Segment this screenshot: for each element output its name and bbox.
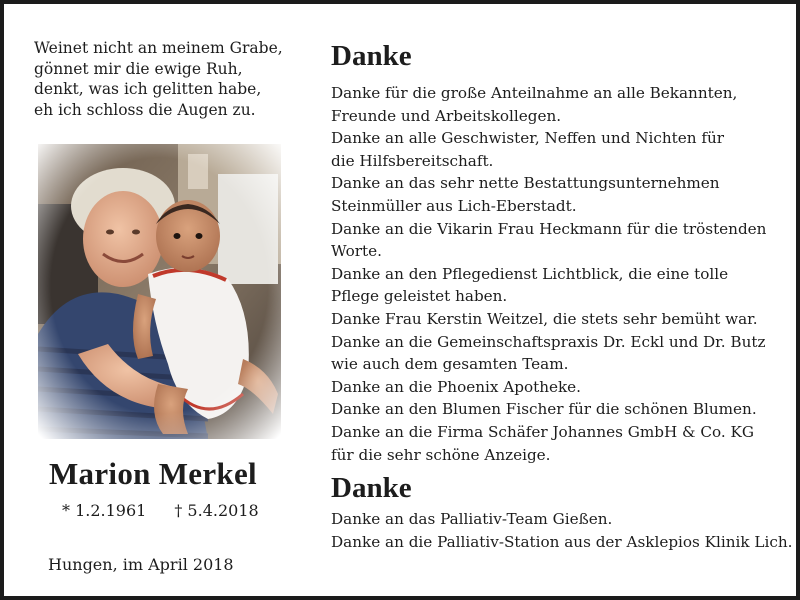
thanks-item <box>331 172 781 217</box>
thanks-item-line: Pflege geleistet haben. <box>331 287 508 306</box>
thanks-item <box>331 376 781 399</box>
poem <box>34 38 304 120</box>
thanks-item-line: Danke für die große Anteilnahme an alle Bekannten, <box>331 84 738 102</box>
life-dates <box>62 501 259 520</box>
thanks-heading: Danke <box>331 40 412 72</box>
poem-line: Weinet nicht an meinem Grabe, <box>34 39 283 57</box>
portrait-illustration <box>38 144 281 439</box>
thanks-item-line: Danke an den Blumen Fischer für die schönen Blumen. <box>331 400 757 419</box>
thanks-item <box>331 82 781 127</box>
thanks-item-line: Danke an die Palliativ-Station aus der Asklepios Klinik Lich. <box>331 532 793 551</box>
thanks-heading-second: Danke <box>331 472 412 505</box>
thanks-item-line: die Hilfsbereitschaft. <box>331 151 494 170</box>
thanks-item-line: Danke an die Gemeinschaftspraxis Dr. Eckl und Dr. Butz <box>331 332 766 351</box>
thanks-item-line: Steinmüller aus Lich-Eberstadt. <box>331 196 577 215</box>
poem-line: gönnet mir die ewige Ruh, <box>34 59 243 78</box>
thanks-item-line: Danke an das sehr nette Bestattungsunternehmen <box>331 174 720 193</box>
death-date: † 5.4.2018 <box>174 501 259 520</box>
thanks-item-line: Danke an das Palliativ-Team Gießen. <box>331 510 613 529</box>
thanks-item-line: Freunde und Arbeitskollegen. <box>331 106 562 125</box>
thanks-item-line: wie auch dem gesamten Team. <box>331 355 569 374</box>
thanks-item-line: Worte. <box>331 242 382 261</box>
thanks-item <box>331 531 793 554</box>
poem-line: denkt, was ich gelitten habe, <box>34 80 262 98</box>
thanks-item-line: Danke an alle Geschwister, Neffen und Nichten für <box>331 129 725 148</box>
thanks-item <box>331 263 781 308</box>
thanks-item-line: Danke Frau Kerstin Weitzel, die stets sehr bemüht war. <box>331 309 758 328</box>
poem-line: eh ich schloss die Augen zu. <box>34 100 256 119</box>
left-column <box>34 38 304 120</box>
thanks-item-line: für die sehr schöne Anzeige. <box>331 445 551 464</box>
thanks-item <box>331 331 781 376</box>
portrait-photo <box>38 144 281 439</box>
thanks-item <box>331 308 781 331</box>
thanks-list <box>331 82 781 466</box>
thanks-item-line: Danke an die Phoenix Apotheke. <box>331 377 581 396</box>
birth-date: * 1.2.1961 <box>62 501 147 520</box>
deceased-name: Marion Merkel <box>49 456 257 491</box>
thanks-item-line: Danke an die Firma Schäfer Johannes GmbH & Co. KG <box>331 422 755 441</box>
thanks-item-line: Danke an den Pflegedienst Lichtblick, die eine tolle <box>331 264 729 283</box>
thanks-item-line: Danke an die Vikarin Frau Heckmann für die tröstenden <box>331 219 767 238</box>
thanks-item <box>331 127 781 172</box>
thanks-item <box>331 398 781 421</box>
place-and-date: Hungen, im April 2018 <box>48 555 234 574</box>
thanks-item <box>331 508 781 531</box>
thanks-column <box>331 40 793 553</box>
thanks-item <box>331 218 781 263</box>
thanks-item <box>331 421 781 466</box>
thanks-list-second <box>331 508 793 553</box>
